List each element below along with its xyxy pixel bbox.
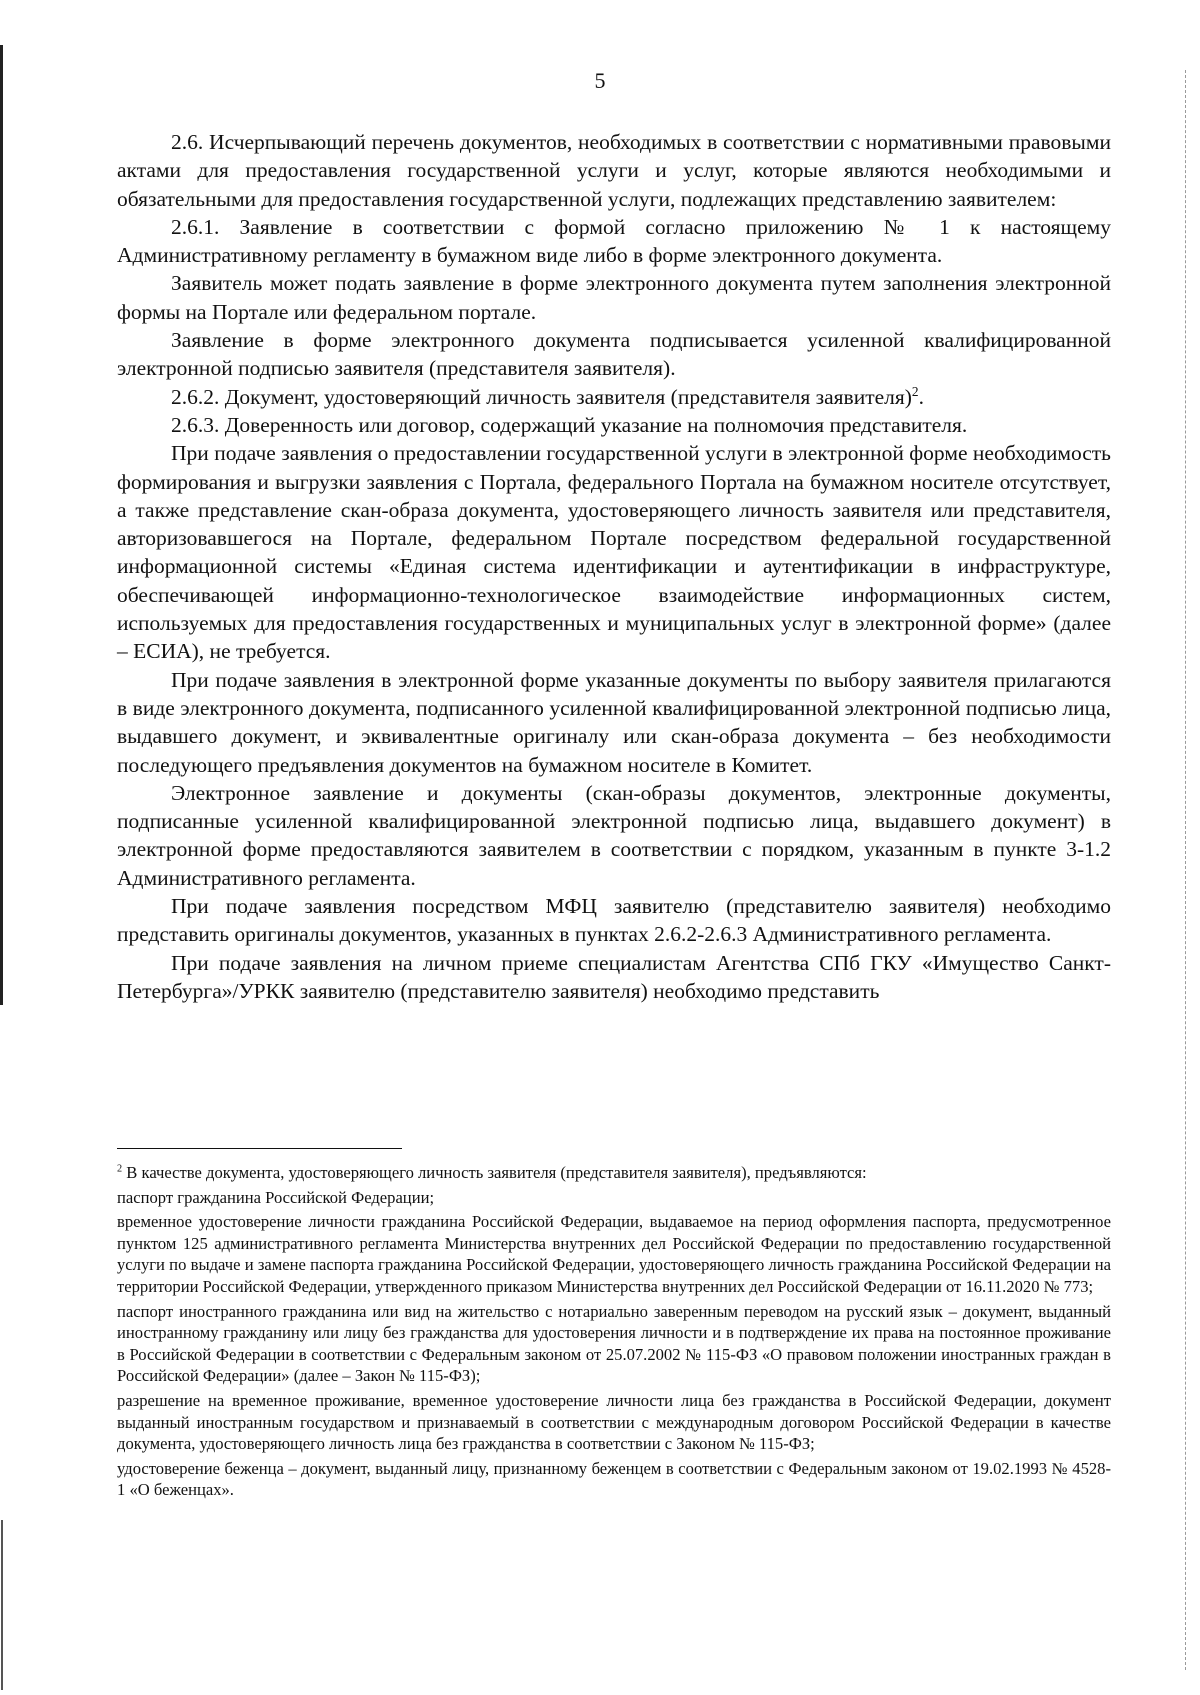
footnote-item: разрешение на временное проживание, временное удостоверение личности лица без гражданства в Российской Федерации, документ выданный иностранным государством и признаваемый в соответствии с международным договором Российской Федерации в качестве документа, удостоверяющего личность лица без гражданства в соответствии с Законом № 115-ФЗ; [117,1390,1111,1454]
paragraph-2-6: 2.6. Исчерпывающий перечень документов, необходимых в соответствии с нормативными правовыми актами для предоставления государственной услуги и услуг, которые являются необходимыми и обязательными для предоставления государственной услуги, подлежащих представлению заявителем: [117,130,1111,211]
footnote-reference: 2 [911,383,919,399]
paragraph-2-6-2 [117,383,1111,411]
paragraph-electronic-documents: При подаче заявления в электронной форме указанные документы по выбору заявителя прилагаются в виде электронного документа, подписанного усиленной квалифицированной электронной подписью лица, выдавшего документ, и эквивалентные оригиналу или скан-образа документа – без необходимости последующего предъявления документов на бумажном носителе в Комитет. [117,667,1111,777]
body-text [117,128,1111,1005]
footnote-separator [117,1148,402,1149]
footnotes [117,1162,1111,1504]
footnote-item: паспорт иностранного гражданина или вид на жительство с нотариально заверенным переводом на русский язык – документ, выданный иностранному гражданину или лицу без гражданства для удостоверения личности и в подтверждение их права на постоянное проживание в Российской Федерации в соответствии с Федеральным законом от 25.07.2002 № 115-ФЗ «О правовом положении иностранных граждан в Российской Федерации» (далее – Закон № 115-ФЗ); [117,1301,1111,1386]
paragraph-2-6-2-text: 2.6.2. Документ, удостоверяющий личность заявителя (представителя заявителя) [171,384,912,409]
scan-edge-left-lower [1,1520,3,1690]
footnote-item: паспорт гражданина Российской Федерации; [117,1187,435,1207]
page-number: 5 [594,68,606,93]
footnote-item [117,1162,1111,1184]
footnote-item: удостоверение беженца – документ, выданный лицу, признанному беженцем в соответствии с Федеральным законом от 19.02.1993 № 4528-1 «О беженцах». [117,1458,1111,1500]
paragraph-2-6-3: 2.6.3. Доверенность или договор, содержащий указание на полномочия представителя. [171,412,968,437]
scan-edge-left [0,45,3,1005]
paragraph-esia: При подаче заявления о предоставлении государственной услуги в электронной форме необходимость формирования и выгрузки заявления с Портала, федерального Портала на бумажном носителе отсутствует, а также представление скан-образа документа, удостоверяющего личность заявителя или представителя, авторизовавшегося на Портале, федеральном Портале посредством федеральной государственной информационной системы «Единая система идентификации и аутентификации в инфраструктуре, обеспечивающей информационно-технологическое взаимодействие информационных систем, используемых для предоставления государственных и муниципальных услуг в электронной форме» (далее – ЕСИА), не требуется. [117,441,1111,664]
paragraph-2-6-2-period: . [918,384,924,409]
paragraph-personal-reception: При подаче заявления на личном приеме специалистам Агентства СПб ГКУ «Имущество Санкт-Петербурга»/УРКК заявителю (представителю заявителя) необходимо представить [117,950,1111,1003]
footnote-item: временное удостоверение личности гражданина Российской Федерации, выдаваемое на период оформления паспорта, предусмотренное пунктом 125 административного регламента Министерства внутренних дел Российской Федерации по предоставлению государственной услуги по выдаче и замене паспорта гражданина Российской Федерации, удостоверяющего личность гражданина Российской Федерации на территории Российской Федерации, утвержденного приказом Министерства внутренних дел Российской Федерации от 16.11.2020 № 773; [117,1212,1111,1296]
scan-edge-right [1184,70,1186,1670]
paragraph-mfc: При подаче заявления посредством МФЦ заявителю (представителю заявителя) необходимо представить оригиналы документов, указанных в пунктах 2.6.2-2.6.3 Административного регламента. [117,894,1111,947]
paragraph-2-6-1: 2.6.1. Заявление в соответствии с формой согласно приложению № 1 к настоящему Административному регламенту в бумажном виде либо в форме электронного документа. [117,214,1111,268]
paragraph-electronic-form: Заявитель может подать заявление в форме электронного документа путем заполнения электронной формы на Портале или федеральном портале. [117,271,1111,324]
footnote-marker: 2 [117,1163,123,1175]
paragraph-electronic-application: Электронное заявление и документы (скан-образы документов, электронные документы, подписанные усиленной квалифицированной электронной подписью лица, выдавшего документ) в электронной форме предоставляются заявителем в соответствии с порядком, указанным в пункте 3-1.2 Административного регламента. [117,780,1111,890]
footnote-text: В качестве документа, удостоверяющего личность заявителя (представителя заявителя), предъявляются: [126,1163,867,1182]
paragraph-signature: Заявление в форме электронного документа подписывается усиленной квалифицированной электронной подписью заявителя (представителя заявителя). [117,328,1111,381]
